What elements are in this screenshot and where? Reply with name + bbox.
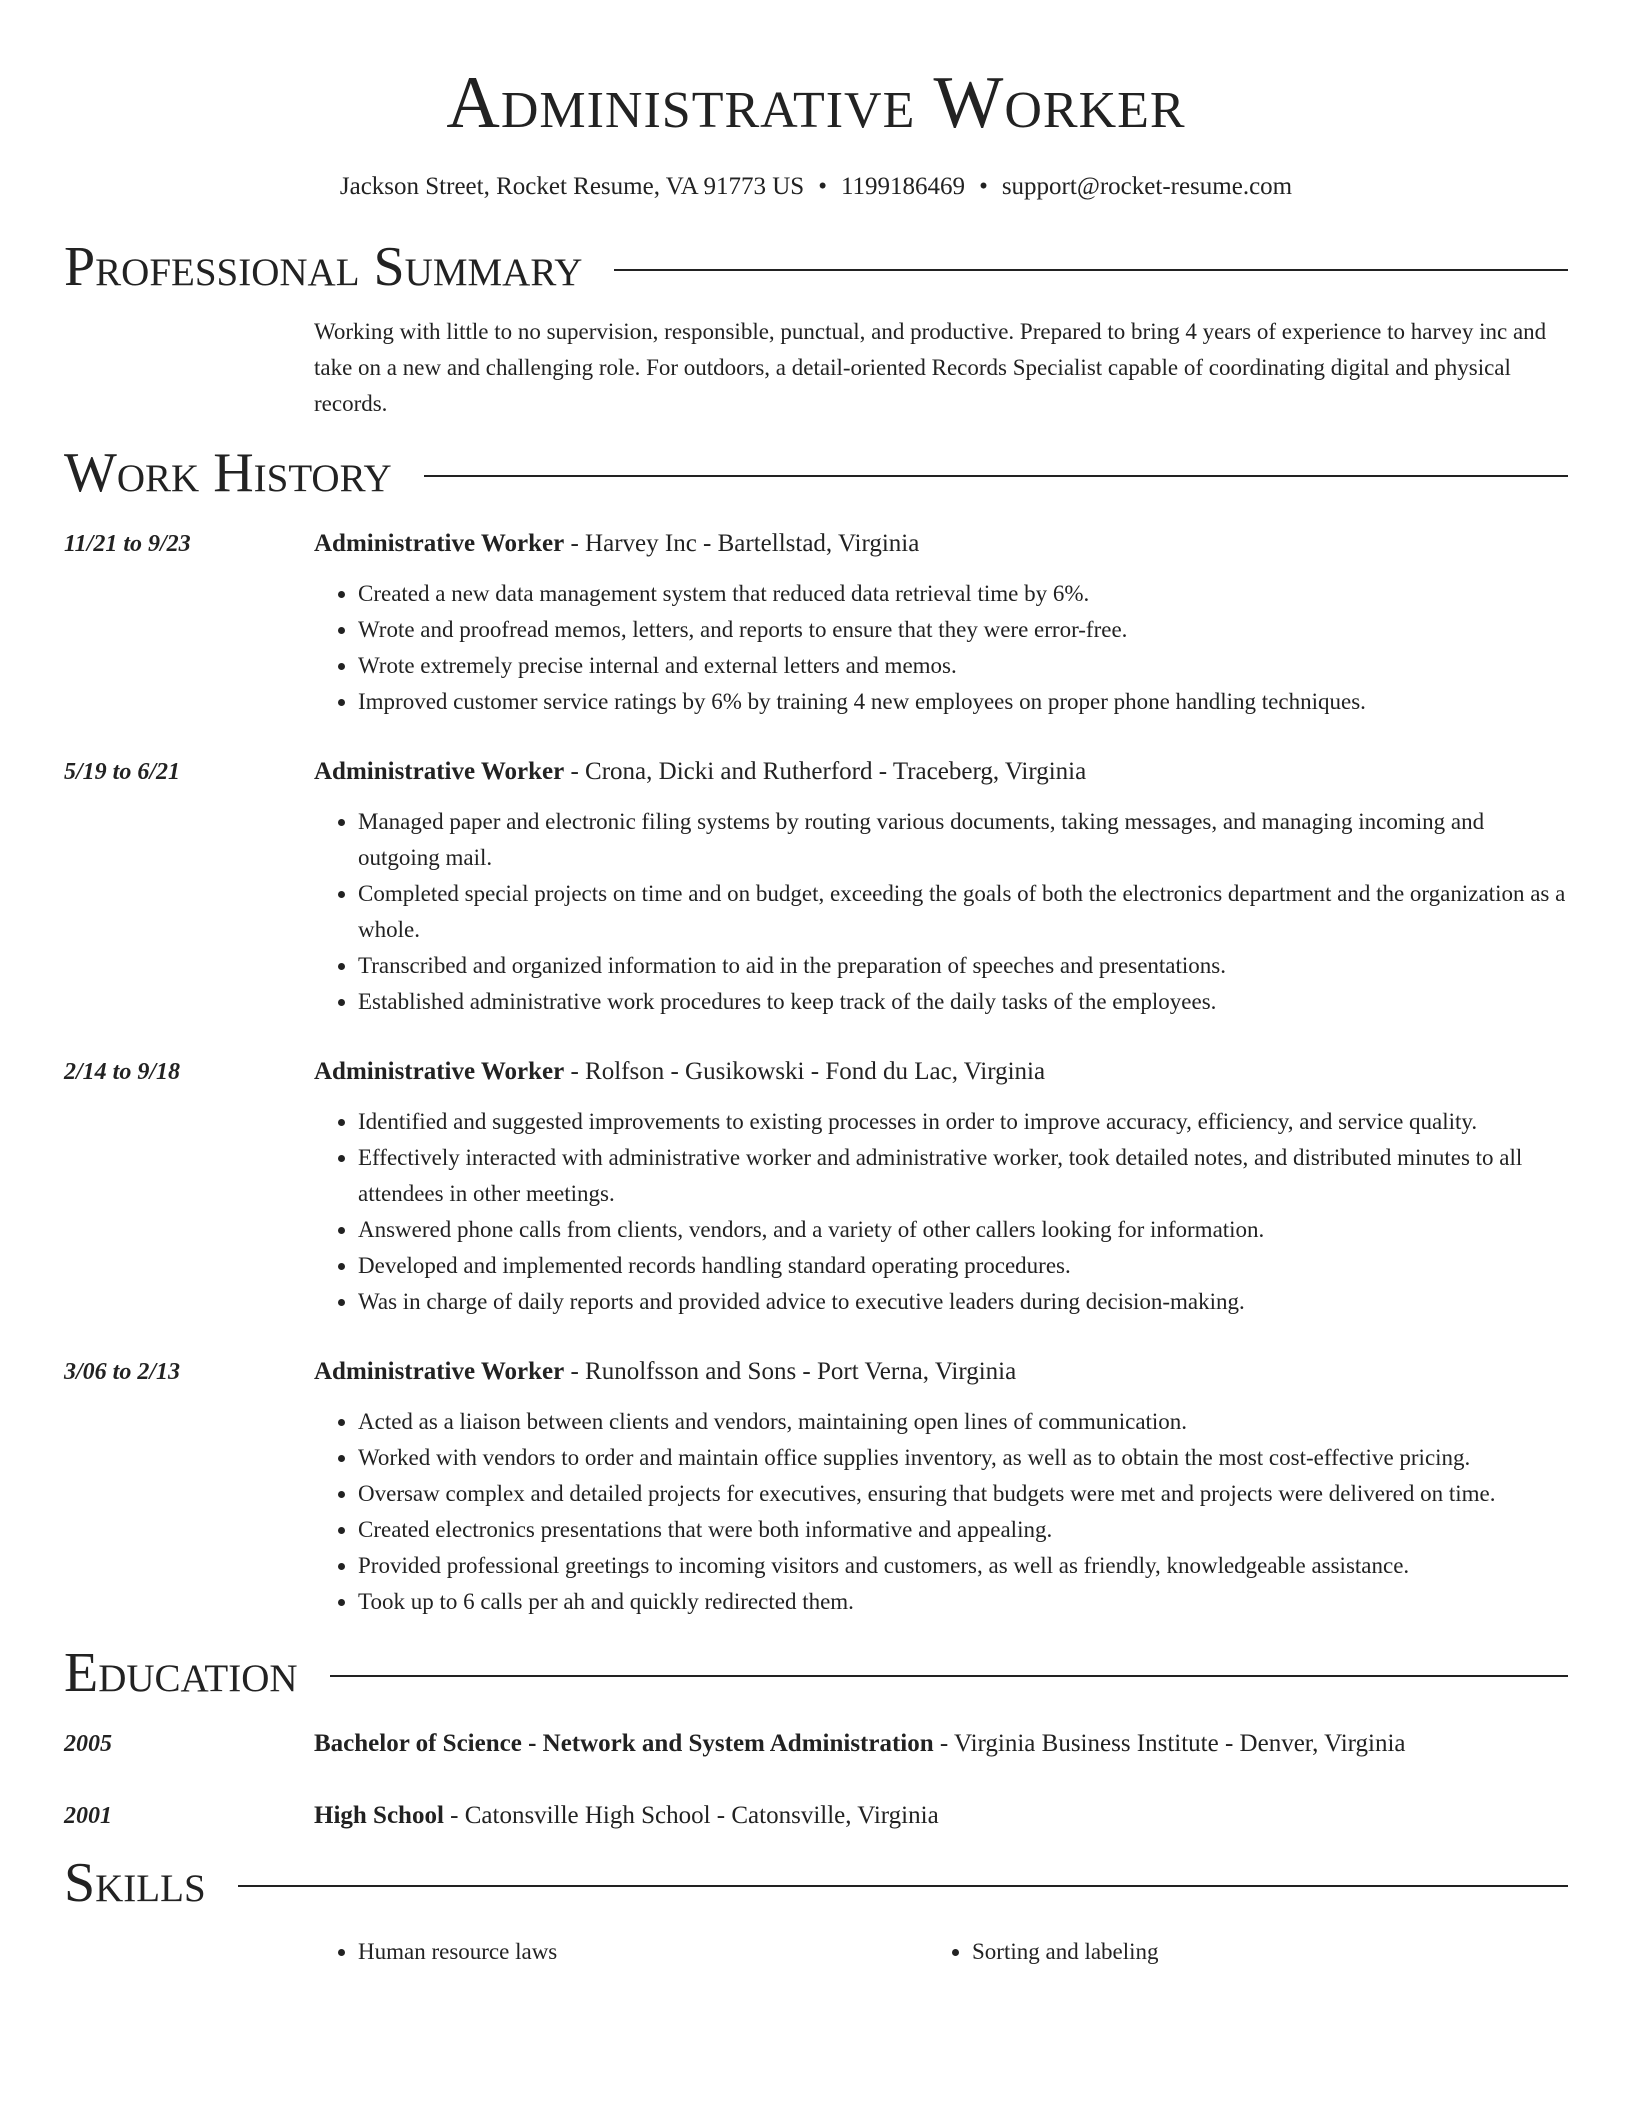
job-role: Administrative Worker (314, 758, 565, 785)
list-item: • Human resource laws (358, 1934, 928, 1970)
education-degree: High School (314, 1802, 444, 1829)
job-dates: 5/19 to 6/21 (64, 759, 181, 785)
job-employer: - Harvey Inc - Bartellstad, Virginia (564, 530, 920, 557)
list-item: • Developed and implemented records handling standard operating procedures. (358, 1248, 1568, 1284)
education-entry (64, 1798, 1568, 1834)
section-title: Professional Summary (64, 236, 583, 298)
section-title: Skills (64, 1852, 206, 1914)
job-role: Administrative Worker (314, 1058, 565, 1085)
skills-column-left (314, 1934, 928, 1970)
education-year: 2001 (64, 1803, 112, 1829)
education-school: - Catonsville High School - Catonsville, Virginia (443, 1802, 939, 1829)
job-entry (64, 1054, 1568, 1320)
section-title: Work History (64, 442, 392, 504)
section-divider (330, 1675, 1568, 1677)
contact-address: Jackson Street, Rocket Resume, VA 91773 US (339, 173, 805, 200)
job-dates: 11/21 to 9/23 (64, 531, 191, 557)
education-heading (314, 1798, 1568, 1834)
list-item: • Wrote extremely precise internal and external letters and memos. (358, 648, 1568, 684)
job-role: Administrative Worker (314, 530, 565, 557)
skills-column-right (928, 1934, 1542, 1970)
job-bullets (314, 1104, 1568, 1320)
work-history-section (64, 438, 1568, 1620)
summary-text: Working with little to no supervision, responsible, punctual, and productive. Prepared to bring 4 years of experience to harvey inc and take on a new and challenging role. For outdoors, a detail-oriented Records Specialist capable of coordinating digital and physical records. (314, 319, 1547, 416)
list-item: • Completed special projects on time and on budget, exceeding the goals of both the electronics department and the organization as a whole. (358, 876, 1568, 948)
job-role: Administrative Worker (314, 1358, 565, 1385)
list-item: • Took up to 6 calls per ah and quickly redirected them. (358, 1584, 1568, 1620)
section-header (64, 1848, 1568, 1918)
section-header (64, 1638, 1568, 1708)
education-section (64, 1638, 1568, 1834)
job-bullets (314, 804, 1568, 1020)
job-dates: 3/06 to 2/13 (64, 1359, 181, 1385)
education-entry (64, 1726, 1568, 1762)
section-divider (238, 1885, 1568, 1887)
list-item: • Effectively interacted with administrative worker and administrative worker, took detailed notes, and distributed minutes to all attendees in other meetings. (358, 1140, 1568, 1212)
job-heading (314, 1054, 1568, 1090)
contact-separator: • (818, 173, 827, 200)
list-item: • Provided professional greetings to incoming visitors and customers, as well as friendly, knowledgeable assistance. (358, 1548, 1568, 1584)
list-item: • Transcribed and organized information to aid in the preparation of speeches and presentations. (358, 948, 1568, 984)
education-heading (314, 1726, 1568, 1762)
job-entry (64, 526, 1568, 720)
list-item: • Established administrative work procedures to keep track of the daily tasks of the employees. (358, 984, 1568, 1020)
list-item: • Oversaw complex and detailed projects for executives, ensuring that budgets were met and projects were delivered on time. (358, 1476, 1568, 1512)
list-item: • Created electronics presentations that were both informative and appealing. (358, 1512, 1568, 1548)
list-item: • Improved customer service ratings by 6% by training 4 new employees on proper phone handling techniques. (358, 684, 1568, 720)
list-item: • Identified and suggested improvements to existing processes in order to improve accuracy, efficiency, and service quality. (358, 1104, 1568, 1140)
section-divider (424, 475, 1568, 477)
job-entry (64, 1354, 1568, 1620)
job-dates: 2/14 to 9/18 (64, 1059, 181, 1085)
summary-section (64, 232, 1568, 422)
job-heading (314, 526, 1568, 562)
list-item: • Was in charge of daily reports and provided advice to executive leaders during decision-making. (358, 1284, 1568, 1320)
skills-list (314, 1918, 1568, 1970)
job-bullets (314, 1404, 1568, 1620)
education-school: - Virginia Business Institute - Denver, Virginia (933, 1730, 1406, 1757)
education-degree: Bachelor of Science - Network and System Administration (314, 1730, 934, 1757)
list-item: • Worked with vendors to order and maintain office supplies inventory, as well as to obtain the most cost-effective pricing. (358, 1440, 1568, 1476)
section-header (64, 232, 1568, 302)
contact-email: support@rocket-resume.com (1001, 173, 1293, 200)
job-bullets (314, 576, 1568, 720)
contact-separator: • (979, 173, 988, 200)
education-year: 2005 (64, 1731, 112, 1757)
job-heading (314, 754, 1568, 790)
list-item: • Acted as a liaison between clients and vendors, maintaining open lines of communication. (358, 1404, 1568, 1440)
page-title: Administrative Worker (446, 62, 1186, 144)
list-item: • Sorting and labeling (972, 1934, 1542, 1970)
section-header (64, 438, 1568, 508)
contact-line (0, 170, 1632, 204)
list-item: • Created a new data management system that reduced data retrieval time by 6%. (358, 576, 1568, 612)
job-employer: - Crona, Dicki and Rutherford - Traceberg, Virginia (564, 758, 1087, 785)
skills-section (64, 1848, 1568, 1970)
list-item: • Wrote and proofread memos, letters, and reports to ensure that they were error-free. (358, 612, 1568, 648)
job-entry (64, 754, 1568, 1020)
contact-phone: 1199186469 (840, 173, 966, 200)
job-heading (314, 1354, 1568, 1390)
section-divider (614, 269, 1568, 271)
job-employer: - Rolfson - Gusikowski - Fond du Lac, Virginia (564, 1058, 1046, 1085)
list-item: • Answered phone calls from clients, vendors, and a variety of other callers looking for information. (358, 1212, 1568, 1248)
list-item: • Managed paper and electronic filing systems by routing various documents, taking messages, and managing incoming and outgoing mail. (358, 804, 1568, 876)
section-title: Education (64, 1642, 298, 1704)
job-employer: - Runolfsson and Sons - Port Verna, Virginia (564, 1358, 1017, 1385)
